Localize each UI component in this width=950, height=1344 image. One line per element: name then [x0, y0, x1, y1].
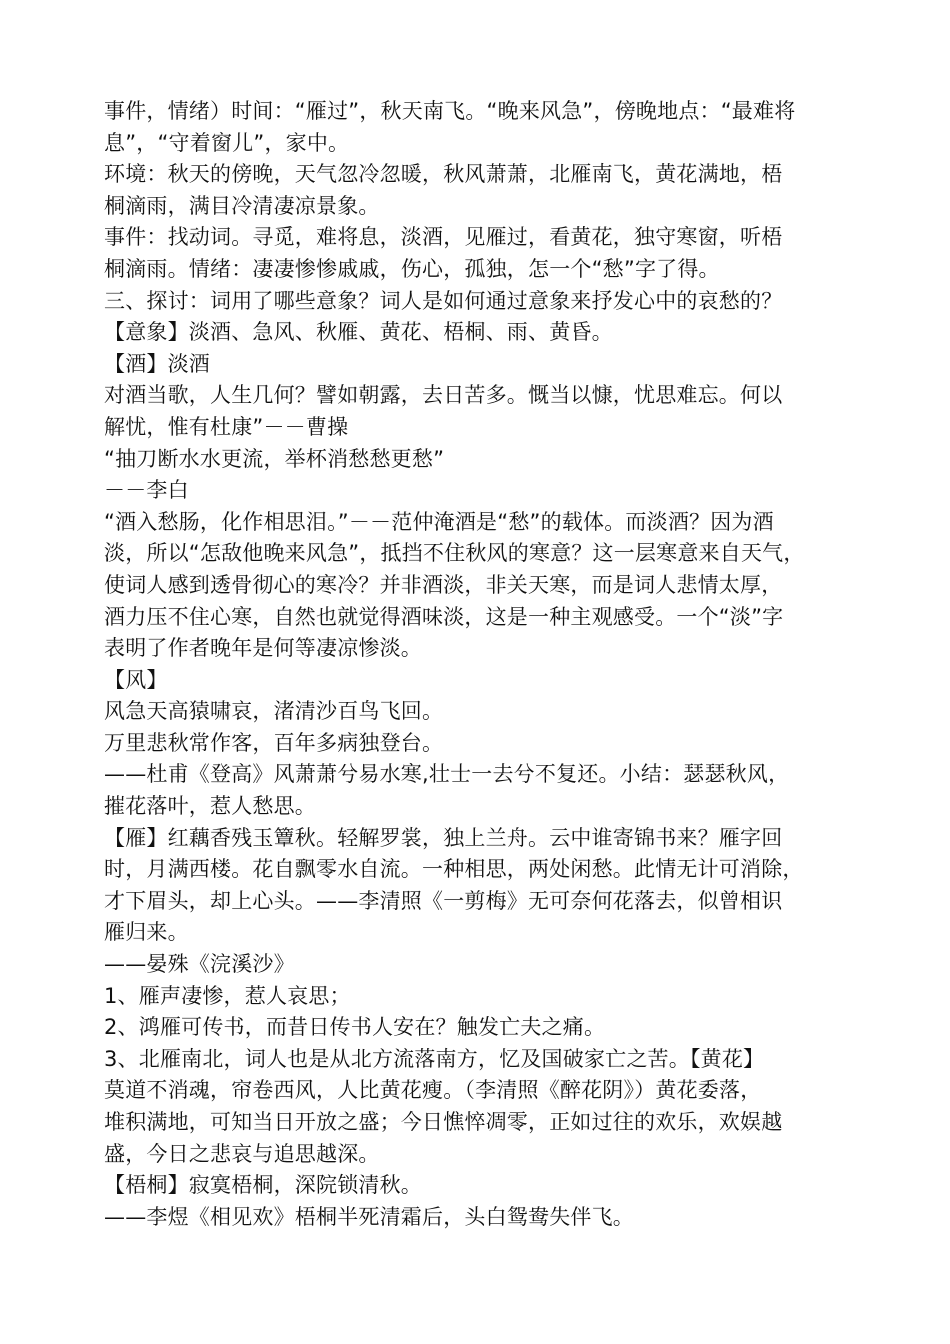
poem-line: 万里悲秋常作客，百年多病独登台。 [104, 730, 444, 755]
text-line: 表明了作者晚年是何等凄凉惨淡。 [104, 636, 422, 661]
text-line: 事件：找动词。寻觅，难将息，淡酒，见雁过，看黄花，独守寒窗，听梧 [104, 225, 783, 250]
text-line: 对酒当歌，人生几何？譬如朝露，去日苦多。慨当以慷，忧思难忘。何以 [104, 383, 783, 408]
subheading-wine: 【酒】淡酒 [104, 351, 210, 376]
text-line: 雁归来。 [104, 920, 189, 945]
text-line: 淡，所以“怎敌他晚来风急”，抵挡不住秋风的寒意？这一层寒意来自天气， [104, 541, 805, 566]
text-line: 盛，今日之悲哀与追思越深。 [104, 1141, 380, 1166]
text-line: 【意象】淡酒、急风、秋雁、黄花、梧桐、雨、黄昏。 [104, 320, 613, 345]
attribution-line: －－李白 [104, 478, 189, 503]
text-line: 堆积满地，可知当日开放之盛；今日憔悴凋零，正如过往的欢乐，欢娱越 [104, 1110, 783, 1134]
text-line: 环境：秋天的傍晚，天气忽冷忽暖，秋风萧萧，北雁南飞，黄花满地，梧 [104, 162, 783, 187]
text-line: 桐滴雨，满目冷清凄凉景象。 [104, 193, 380, 218]
text-line: 才下眉头，却上心头。——李清照《一剪梅》无可奈何花落去，似曾相识 [104, 888, 783, 913]
list-item: 3、北雁南北，词人也是从北方流落南方，忆及国破家亡之苦。【黄花】 [104, 1046, 765, 1071]
text-line: 桐滴雨。情绪：凄凄惨惨戚戚，伤心，孤独，怎一个“愁”字了得。 [104, 256, 720, 281]
text-line: 使词人感到透骨彻心的寒冷？并非酒淡，非关天寒，而是词人悲情太厚， [104, 572, 783, 597]
list-item: 1、雁声凄惨，惹人哀思； [104, 983, 351, 1008]
text-line: ——杜甫《登高》风萧萧兮易水寒,壮士一去兮不复还。小结：瑟瑟秋风， [104, 762, 790, 787]
text-line: 息”，“守着窗儿”，家中。 [104, 130, 350, 155]
text-line: 时，月满西楼。花自飘零水自流。一种相思，两处闲愁。此情无计可消除， [104, 857, 804, 882]
text-line: 莫道不消魂，帘卷西风，人比黄花瘦。（李清照《醉花阴》）黄花委落， [104, 1078, 762, 1103]
text-line: ——李煜《相见欢》梧桐半死清霜后，头白鸳鸯失伴飞。 [104, 1204, 634, 1229]
text-line: 解忧，惟有杜康”－－曹操 [104, 414, 349, 439]
list-item: 2、鸿雁可传书，而昔日传书人安在？触发亡夫之痛。 [104, 1015, 606, 1040]
subheading-wind: 【风】 [104, 667, 168, 692]
text-line: 【梧桐】寂寞梧桐，深院锁清秋。 [104, 1173, 422, 1198]
text-line: 事件，情绪）时间：“雁过”，秋天南飞。“晚来风急”，傍晚地点：“最难将 [104, 99, 796, 123]
attribution-line: ——晏殊《浣溪沙》 [104, 952, 295, 977]
poem-line: 风急天高猿啸哀，渚清沙百鸟飞回。 [104, 699, 444, 724]
section-heading: 三、探讨：词用了哪些意象？词人是如何通过意象来抒发心中的哀愁的？ [104, 288, 783, 313]
text-line: “酒入愁肠，化作相思泪。”－－范仲淹酒是“愁”的载体。而淡酒？因为酒 [104, 509, 774, 534]
document-body [104, 96, 864, 1233]
quote-line: “抽刀断水水更流，举杯消愁愁更愁” [104, 446, 445, 471]
text-line: 酒力压不住心寒，自然也就觉得酒味淡，这是一种主观感受。一个“淡”字 [104, 604, 784, 629]
text-line: 【雁】红藕香残玉簟秋。轻解罗裳，独上兰舟。云中谁寄锦书来？雁字回 [104, 825, 783, 850]
text-line: 摧花落叶，惹人愁思。 [104, 794, 316, 819]
